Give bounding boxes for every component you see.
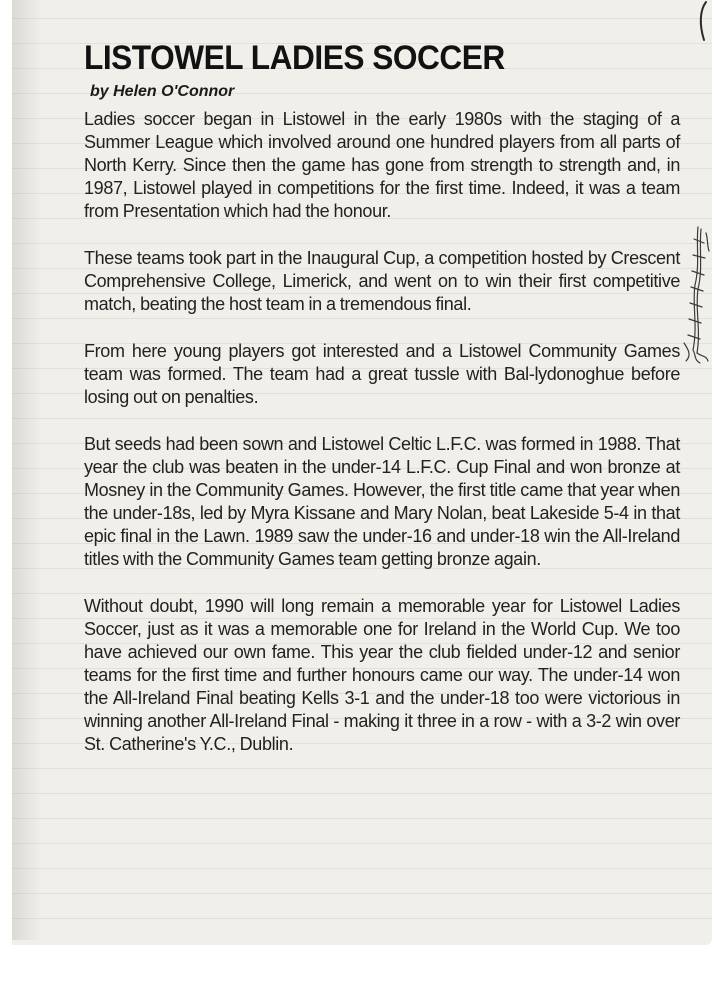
page-edge-mark (696, 0, 708, 44)
document-page (12, 0, 712, 945)
paragraph-4: But seeds had been sown and Listowel Celtic L.F.C. was formed in 1988. That year the club was beaten in the under-14 L.F.C. Cup Final and won bronze at Mosney in the Community Games. However, the first title came that year when the under-18s, led by Myra Kissane and Mary Nolan, beat Lakeside 5-4 in that epic final in the Lawn. 1989 saw the under-16 and under-18 win the All-Ireland titles with the Community Games team getting bronze again. (84, 434, 680, 569)
article-byline: by Helen O'Connor (90, 83, 235, 100)
paragraph-5: Without doubt, 1990 will long remain a memorable year for Listowel Ladies Soccer, just as it was a memorable one for Ireland in the World Cup. We too have achieved our own fame. This year the club fielded under-12 and senior teams for the first time and further honours came our way. The under-14 won the All-Ireland Final beating Kells 3-1 and the under-18 too were victorious in winning another All-Ireland Final - making it three in a row - with a 3-2 win over St. Catherine's Y.C., Dublin. (84, 596, 680, 754)
article-title: LISTOWEL LADIES SOCCER (84, 39, 505, 77)
paragraph-2: These teams took part in the Inaugural Cup, a competition hosted by Crescent Comprehensive College, Limerick, and went on to win their first competitive match, beating the host team in a tremendous final. (84, 248, 680, 314)
pencil-sketch-icon (676, 225, 710, 365)
article (84, 38, 680, 780)
page-shadow (12, 0, 42, 940)
paragraph-1: Ladies soccer began in Listowel in the early 1980s with the staging of a Summer League which involved around one hundred players from all parts of North Kerry. Since then the game has gone from strength to strength and, in 1987, Listowel played in competitions for the first time. Indeed, it was a team from Presentation which had the honour. (84, 109, 680, 221)
paragraph-3: From here young players got interested and a Listowel Community Games team was formed. The team had a great tussle with Bal-lydonoghue before losing out on penalties. (84, 341, 680, 407)
